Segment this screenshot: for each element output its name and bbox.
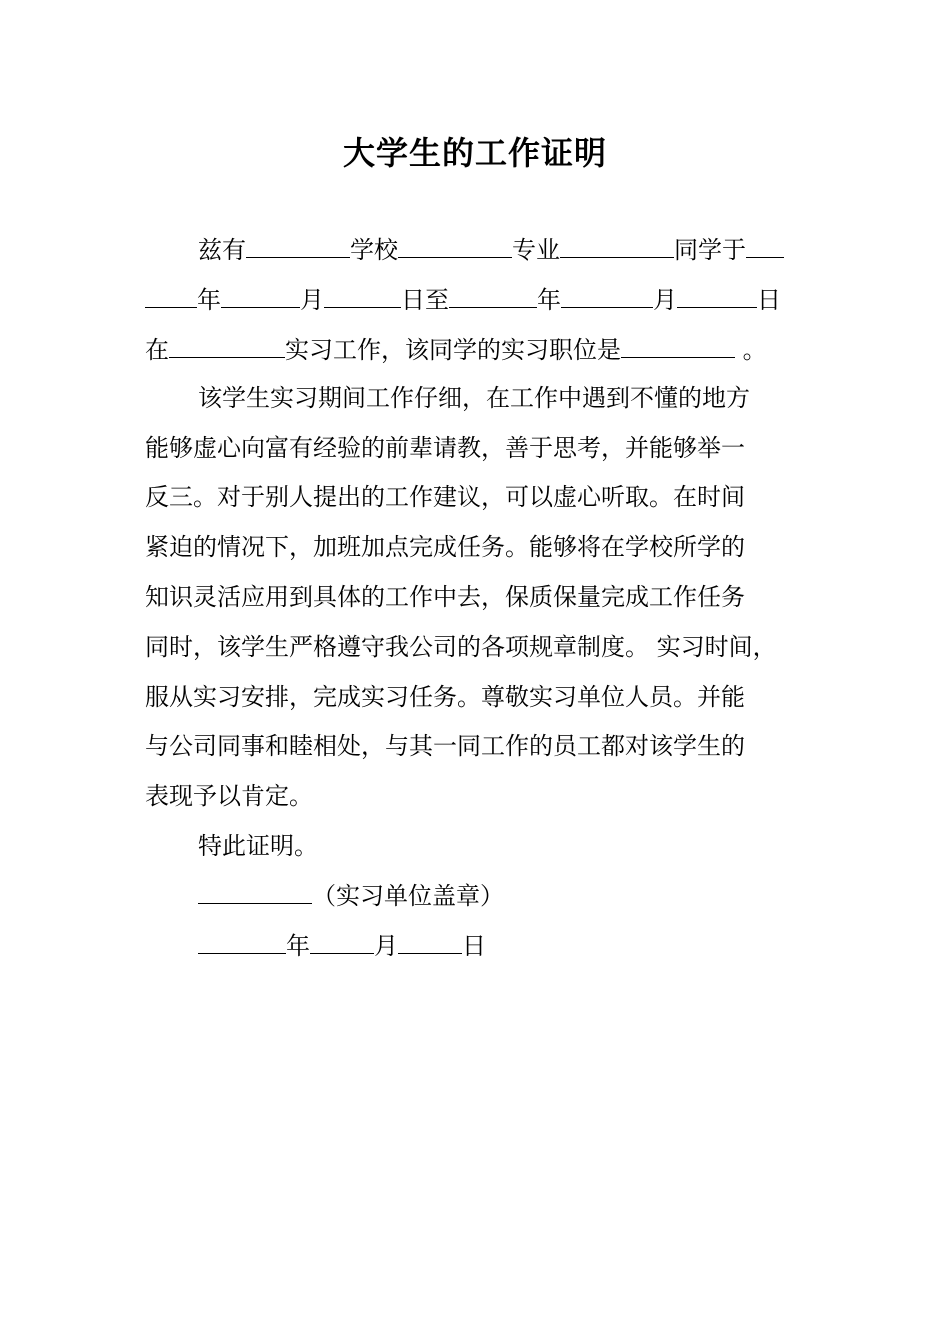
seal-label: （实习单位盖章） — [312, 882, 504, 910]
seal-line — [198, 881, 504, 911]
text-year-2: 年 — [537, 286, 561, 314]
body-line: 与公司同事和睦相处，与其一同工作的员工都对该学生的 — [145, 732, 745, 760]
blank-company[interactable] — [169, 335, 285, 358]
text-year-1: 年 — [197, 286, 221, 314]
date-month-label: 月 — [374, 932, 398, 960]
body-line: 反三。对于别人提出的工作建议，可以虚心听取。在时间 — [145, 483, 745, 511]
blank-student[interactable] — [560, 235, 674, 258]
document-title: 大学生的工作证明 — [342, 134, 607, 172]
closing-text: 特此证明。 — [198, 832, 318, 860]
blank-sign-month[interactable] — [310, 931, 374, 954]
body-line: 紧迫的情况下，加班加点完成任务。能够将在学校所学的 — [145, 533, 745, 561]
cert-line-3 — [145, 335, 767, 365]
blank-school[interactable] — [246, 235, 350, 258]
date-year-label: 年 — [286, 932, 310, 960]
text-internship-work: 实习工作，该同学的实习职位是 — [285, 336, 621, 364]
blank-month-end[interactable] — [561, 285, 653, 308]
body-line: 表现予以肯定。 — [145, 782, 313, 810]
blank-seal[interactable] — [198, 881, 312, 904]
cert-line-2 — [145, 285, 781, 315]
text-school: 学校 — [350, 236, 398, 264]
date-line — [198, 931, 486, 961]
text-period: 。 — [735, 336, 767, 364]
text-student-at: 同学于 — [674, 236, 746, 264]
body-line: 该学生实习期间工作仔细，在工作中遇到不懂的地方 — [198, 384, 750, 412]
date-day-label: 日 — [462, 932, 486, 960]
blank-year-end[interactable] — [449, 285, 537, 308]
text-day-to: 日至 — [401, 286, 449, 314]
text-month-2: 月 — [653, 286, 677, 314]
blank-year-start-b[interactable] — [145, 285, 197, 308]
text-at: 在 — [145, 336, 169, 364]
blank-sign-day[interactable] — [398, 931, 462, 954]
body-line: 服从实习安排，完成实习任务。尊敬实习单位人员。并能 — [145, 683, 745, 711]
blank-sign-year[interactable] — [198, 931, 286, 954]
blank-day-end[interactable] — [677, 285, 757, 308]
text-month-1: 月 — [300, 286, 324, 314]
text-day-2: 日 — [757, 286, 781, 314]
body-line: 能够虚心向富有经验的前辈请教，善于思考，并能够举一 — [145, 434, 745, 462]
blank-position[interactable] — [621, 335, 735, 358]
body-line: 知识灵活应用到具体的工作中去，保质保量完成工作任务 — [145, 583, 745, 611]
blank-month-start[interactable] — [221, 285, 300, 308]
blank-year-start-a[interactable] — [746, 235, 784, 258]
cert-line-1 — [198, 235, 784, 265]
text-major: 专业 — [512, 236, 560, 264]
blank-day-start[interactable] — [324, 285, 401, 308]
text-zi-you: 兹有 — [198, 236, 246, 264]
blank-major[interactable] — [398, 235, 512, 258]
body-line: 同时，该学生严格遵守我公司的各项规章制度。 实习时间， — [145, 633, 777, 661]
